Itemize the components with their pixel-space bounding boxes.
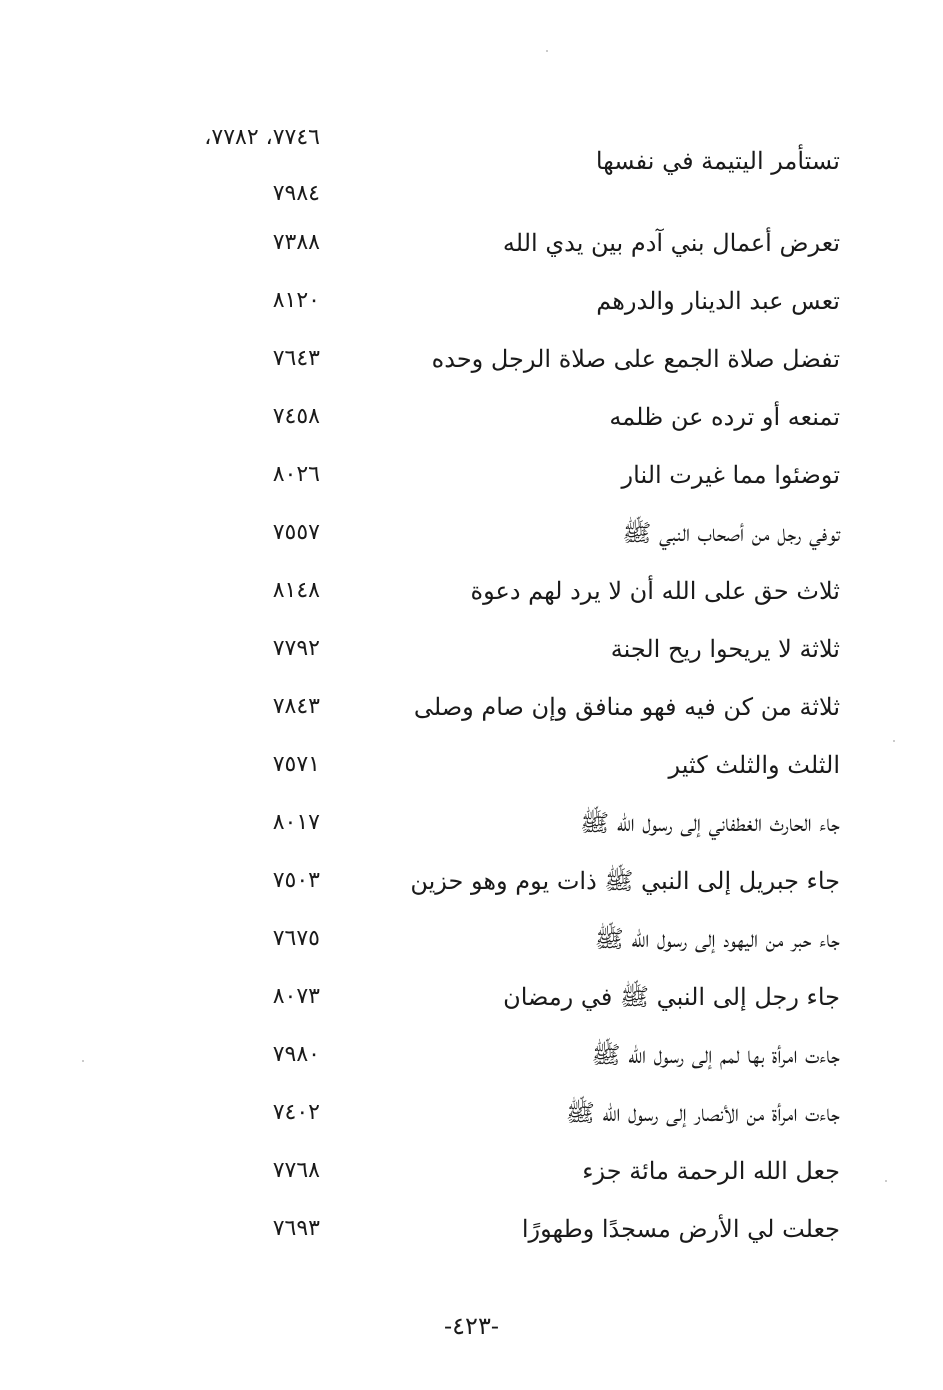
index-entry [120,1026,840,1084]
reference-number: ٧٣٨٨ [272,230,320,255]
index-entry [120,214,840,272]
index-entry [120,388,840,446]
index-entry [120,620,840,678]
hadith-reference-numbers [120,400,320,434]
reference-number: ٧٨٤٣ [272,694,320,719]
hadith-text: الثلث والثلث كثير [668,751,840,779]
reference-number: ٧٤٠٢ [272,1100,320,1125]
index-entry [120,1084,840,1142]
index-entry [120,794,840,852]
reference-number: ٧٥٥٧ [272,520,320,545]
index-entry [120,562,840,620]
scan-speck [893,740,895,742]
index-entry [120,1142,840,1200]
index-entry [120,504,840,562]
hadith-reference-numbers [120,806,320,840]
hadith-reference-numbers [120,226,320,260]
hadith-text: جاء الحارث الغطفاني إلى رسول الله ﷺ [580,809,840,837]
reference-number: ٧٩٨٤ [272,181,320,206]
scan-speck [885,1180,887,1182]
hadith-text: تفضل صلاة الجمع على صلاة الرجل وحده [431,345,840,373]
hadith-reference-numbers [120,516,320,550]
index-entry [120,968,840,1026]
hadith-text: جاءت امرأة من الأنصار إلى رسول الله ﷺ [565,1099,840,1127]
hadith-text: تعرض أعمال بني آدم بين يدي الله [502,229,840,257]
reference-number: ٧٤٥٨ [272,404,320,429]
hadith-text: توفي رجل من أصحاب النبي ﷺ [622,519,840,547]
scan-speck [82,1060,84,1062]
reference-number: ٨٠٢٦ [272,462,320,487]
reference-number: ٧٦٧٥ [272,926,320,951]
index-entry [120,1200,840,1258]
hadith-text: تستأمر اليتيمة في نفسها [595,147,840,175]
hadith-text: جعلت لي الأرض مسجدًا وطهورًا [521,1215,840,1243]
hadith-reference-numbers [120,1038,320,1072]
hadith-text: ثلاث حق على الله أن لا يرد لهم دعوة [470,577,840,605]
hadith-text: توضئوا مما غيرت النار [621,461,840,489]
reference-number: ٨١٢٠ [272,288,320,313]
hadith-reference-numbers [120,748,320,782]
page-number: -٤٢٣- [444,1312,499,1340]
reference-number: ٨٠١٧ [272,810,320,835]
hadith-reference-numbers [120,690,320,724]
reference-number: ٧٧٦٨ [272,1158,320,1183]
hadith-text: ثلاثة من كن فيه فهو منافق وإن صام وصلى [413,693,840,721]
reference-number: ٧٥٧١ [272,752,320,777]
reference-number: ٧٩٨٠ [272,1042,320,1067]
index-entry [120,272,840,330]
hadith-reference-numbers [120,980,320,1014]
index-entry [120,910,840,968]
hadith-reference-numbers [120,922,320,956]
hadith-reference-numbers [120,342,320,376]
reference-number: ٧٦٩٣ [272,1216,320,1241]
hadith-text: جاءت امرأة بها لمم إلى رسول الله ﷺ [591,1041,840,1069]
index-entry [120,110,840,214]
hadith-reference-numbers [120,574,320,608]
index-entry [120,446,840,504]
scan-speck [546,50,548,52]
reference-number: ٨٠٧٣ [272,984,320,1009]
hadith-reference-numbers [120,864,320,898]
reference-number: ٨١٤٨ [272,578,320,603]
hadith-text: جاء رجل إلى النبي ﷺ في رمضان [503,983,840,1011]
hadith-text: تعس عبد الدينار والدرهم [596,287,840,315]
hadith-index-list [120,110,840,1258]
reference-number: ٧٧٤٦، ٧٧٨٢، [204,125,320,150]
hadith-reference-numbers [120,632,320,666]
index-entry [120,852,840,910]
index-entry [120,736,840,794]
hadith-reference-numbers [120,110,320,222]
index-entry [120,330,840,388]
hadith-text: جاء حبر من اليهود إلى رسول الله ﷺ [594,925,840,953]
hadith-text: جعل الله الرحمة مائة جزء [582,1157,840,1185]
hadith-reference-numbers [120,1096,320,1130]
hadith-reference-numbers [120,1154,320,1188]
hadith-reference-numbers [120,458,320,492]
hadith-text: جاء جبريل إلى النبي ﷺ ذات يوم وهو حزين [410,867,840,895]
reference-number: ٧٥٠٣ [272,868,320,893]
reference-number: ٧٦٤٣ [272,346,320,371]
hadith-reference-numbers [120,1212,320,1246]
index-entry [120,678,840,736]
hadith-reference-numbers [120,284,320,318]
reference-number: ٧٧٩٢ [272,636,320,661]
hadith-text: ثلاثة لا يريحوا ريح الجنة [610,635,840,663]
hadith-text: تمنعه أو ترده عن ظلمه [609,403,840,431]
